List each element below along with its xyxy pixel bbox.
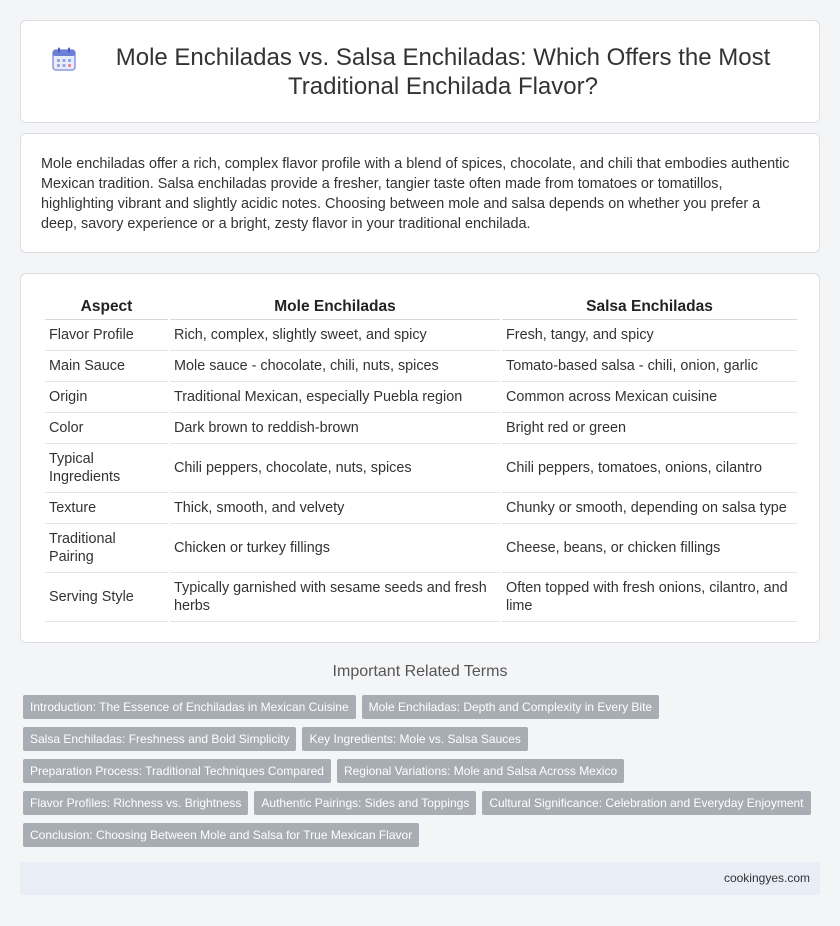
table-row [45, 351, 797, 382]
row-salsa: Often topped with fresh onions, cilantro, and lime [502, 573, 797, 622]
header-aspect: Aspect [45, 294, 168, 320]
related-term-tag[interactable]: Mole Enchiladas: Depth and Complexity in Every Bite [362, 695, 659, 719]
row-mole: Chili peppers, chocolate, nuts, spices [170, 444, 500, 493]
row-aspect: Typical Ingredients [45, 444, 168, 493]
row-mole: Dark brown to reddish-brown [170, 413, 500, 444]
table-row [45, 382, 797, 413]
related-term-tag[interactable]: Cultural Significance: Celebration and Everyday Enjoyment [482, 791, 810, 815]
page-title: Mole Enchiladas vs. Salsa Enchiladas: Which Offers the Most Traditional Enchilada Flavor? [115, 43, 771, 100]
row-mole: Chicken or turkey fillings [170, 524, 500, 573]
footer [20, 862, 820, 895]
title-card [20, 20, 820, 123]
table-row [45, 493, 797, 524]
row-aspect: Texture [45, 493, 168, 524]
calendar-icon [51, 46, 77, 72]
related-terms-title: Important Related Terms [332, 663, 508, 680]
comparison-table [43, 294, 799, 622]
row-aspect: Origin [45, 382, 168, 413]
related-term-tag[interactable]: Conclusion: Choosing Between Mole and Salsa for True Mexican Flavor [23, 823, 419, 847]
related-terms-list [23, 695, 823, 847]
header-salsa: Salsa Enchiladas [502, 294, 797, 320]
row-aspect: Traditional Pairing [45, 524, 168, 573]
table-row [45, 320, 797, 351]
row-mole: Typically garnished with sesame seeds and fresh herbs [170, 573, 500, 622]
related-term-tag[interactable]: Preparation Process: Traditional Techniques Compared [23, 759, 331, 783]
row-aspect: Serving Style [45, 573, 168, 622]
row-mole: Thick, smooth, and velvety [170, 493, 500, 524]
row-mole: Rich, complex, slightly sweet, and spicy [170, 320, 500, 351]
related-term-tag[interactable]: Authentic Pairings: Sides and Toppings [254, 791, 476, 815]
row-mole: Traditional Mexican, especially Puebla region [170, 382, 500, 413]
table-row [45, 524, 797, 573]
related-term-tag[interactable]: Introduction: The Essence of Enchiladas in Mexican Cuisine [23, 695, 356, 719]
table-row [45, 413, 797, 444]
intro-card [20, 133, 820, 253]
related-term-tag[interactable]: Regional Variations: Mole and Salsa Across Mexico [337, 759, 624, 783]
row-salsa: Cheese, beans, or chicken fillings [502, 524, 797, 573]
table-row [45, 573, 797, 622]
row-salsa: Fresh, tangy, and spicy [502, 320, 797, 351]
row-aspect: Main Sauce [45, 351, 168, 382]
footer-site-link[interactable]: cookingyes.com [723, 871, 810, 885]
row-aspect: Color [45, 413, 168, 444]
row-salsa: Tomato-based salsa - chili, onion, garlic [502, 351, 797, 382]
comparison-card [20, 273, 820, 643]
table-row [45, 444, 797, 493]
row-salsa: Chunky or smooth, depending on salsa type [502, 493, 797, 524]
related-term-tag[interactable]: Salsa Enchiladas: Freshness and Bold Simplicity [23, 727, 296, 751]
row-mole: Mole sauce - chocolate, chili, nuts, spices [170, 351, 500, 382]
row-salsa: Bright red or green [502, 413, 797, 444]
row-salsa: Common across Mexican cuisine [502, 382, 797, 413]
related-term-tag[interactable]: Key Ingredients: Mole vs. Salsa Sauces [302, 727, 527, 751]
header-mole: Mole Enchiladas [170, 294, 500, 320]
row-salsa: Chili peppers, tomatoes, onions, cilantro [502, 444, 797, 493]
row-aspect: Flavor Profile [45, 320, 168, 351]
related-term-tag[interactable]: Flavor Profiles: Richness vs. Brightness [23, 791, 248, 815]
table-header-row [45, 294, 797, 320]
intro-paragraph: Mole enchiladas offer a rich, complex flavor profile with a blend of spices, chocolate, and chili that embodies authentic Mexican tradition. Salsa enchiladas provide a fresher, tangier taste often made from tomatoes or tomatillos, highlighting vibrant and slightly acidic notes. Choosing between mole and salsa depends on whether you prefer a deep, savory experience or a bright, zesty flavor in your traditional enchilada. [41, 156, 790, 232]
